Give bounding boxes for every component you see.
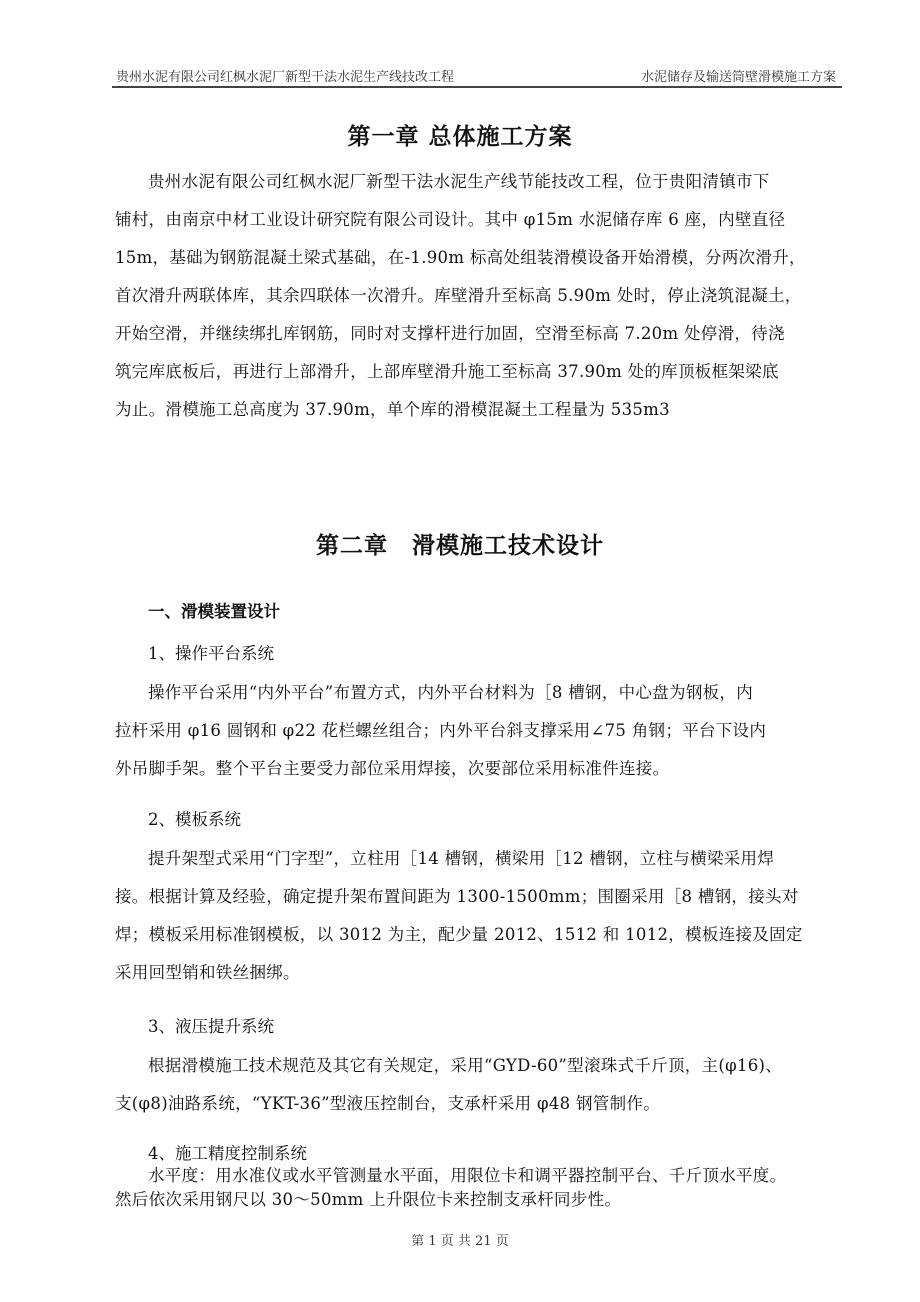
subsection-3-title: 3、液压提升系统	[148, 1017, 274, 1036]
page-number: 第 1 页 共 21 页	[411, 1234, 509, 1249]
subsection-4-body	[115, 1164, 850, 1212]
paragraph-line: 根据滑模施工技术规范及其它有关规定，采用“GYD-60”型滚珠式千斤顶，主(φ16)、	[148, 1056, 783, 1075]
paragraph-line: 筑完库底板后，再进行上部滑升，上部库壁滑升施工至标高 37.90m 处的库顶板框架梁底	[115, 362, 779, 381]
paragraph-line: 采用回型销和铁丝捆绑。	[115, 963, 300, 982]
paragraph-line: 外吊脚手架。整个平台主要受力部位采用焊接，次要部位采用标准件连接。	[115, 759, 670, 778]
paragraph-line: 接。根据计算及经验，确定提升架布置间距为 1300-1500mm；围圈采用［8 槽钢，接头对	[115, 887, 799, 906]
paragraph-line: 铺村，由南京中材工业设计研究院有限公司设计。其中 φ15m 水泥储存库 6 座，内壁直径	[115, 210, 786, 229]
chapter-2-title: 第二章 滑模施工技术设计	[316, 533, 604, 559]
paragraph-line: 贵州水泥有限公司红枫水泥厂新型干法水泥生产线节能技改工程，位于贵阳清镇市下	[148, 172, 770, 191]
header-project-name: 贵州水泥有限公司红枫水泥厂新型干法水泥生产线技改工程	[116, 70, 455, 85]
paragraph-line: 15m，基础为钢筋混凝土梁式基础，在-1.90m 标高处组装滑模设备开始滑模，分两次滑升，	[115, 248, 806, 267]
header-divider	[112, 86, 842, 88]
paragraph-line: 拉杆采用 φ16 圆钢和 φ22 花栏螺丝组合；内外平台斜支撑采用∠75 角钢；平台下设内	[115, 721, 767, 740]
subsection-2-title: 2、模板系统	[148, 810, 241, 829]
paragraph-line: 然后依次采用钢尺以 30～50mm 上升限位卡来控制支承杆同步性。	[115, 1190, 622, 1209]
header-document-title: 水泥储存及输送筒壁滑模施工方案	[640, 70, 836, 85]
paragraph-line: 水平度：用水准仪或水平管测量水平面，用限位卡和调平器控制平台、千斤顶水平度。	[148, 1166, 787, 1185]
paragraph-line: 首次滑升两联体库，其余四联体一次滑升。库壁滑升至标高 5.90m 处时，停止浇筑混凝土，	[115, 286, 802, 305]
subsection-1-title: 1、操作平台系统	[148, 644, 274, 663]
page-header	[112, 64, 842, 86]
paragraph-line: 支(φ8)油路系统，“YKT-36”型液压控制台，支承杆采用 φ48 钢管制作。	[115, 1094, 661, 1113]
chapter-1-body	[115, 163, 850, 429]
chapter-1-title: 第一章 总体施工方案	[347, 124, 573, 150]
paragraph-line: 提升架型式采用“门字型”，立柱用［14 槽钢，横梁用［12 槽钢，立柱与横梁采用焊	[148, 849, 775, 868]
paragraph-line: 为止。滑模施工总高度为 37.90m，单个库的滑模混凝土工程量为 535m3	[115, 400, 670, 419]
paragraph-line: 操作平台采用“内外平台”布置方式，内外平台材料为［8 槽钢，中心盘为钢板，内	[148, 683, 754, 702]
subsection-1-body	[115, 674, 850, 788]
subsection-3-body	[115, 1047, 850, 1123]
paragraph-line: 焊；模板采用标准钢模板，以 3012 为主，配少量 2012、1512 和 1012，模板连接及固定	[115, 925, 803, 944]
subsection-2-body	[115, 840, 850, 992]
paragraph-line: 开始空滑，并继续绑扎库钢筋，同时对支撑杆进行加固，空滑至标高 7.20m 处停滑，待浇	[115, 324, 785, 343]
subsection-4-title: 4、施工精度控制系统	[148, 1144, 307, 1163]
section-heading: 一、滑模装置设计	[148, 602, 280, 621]
